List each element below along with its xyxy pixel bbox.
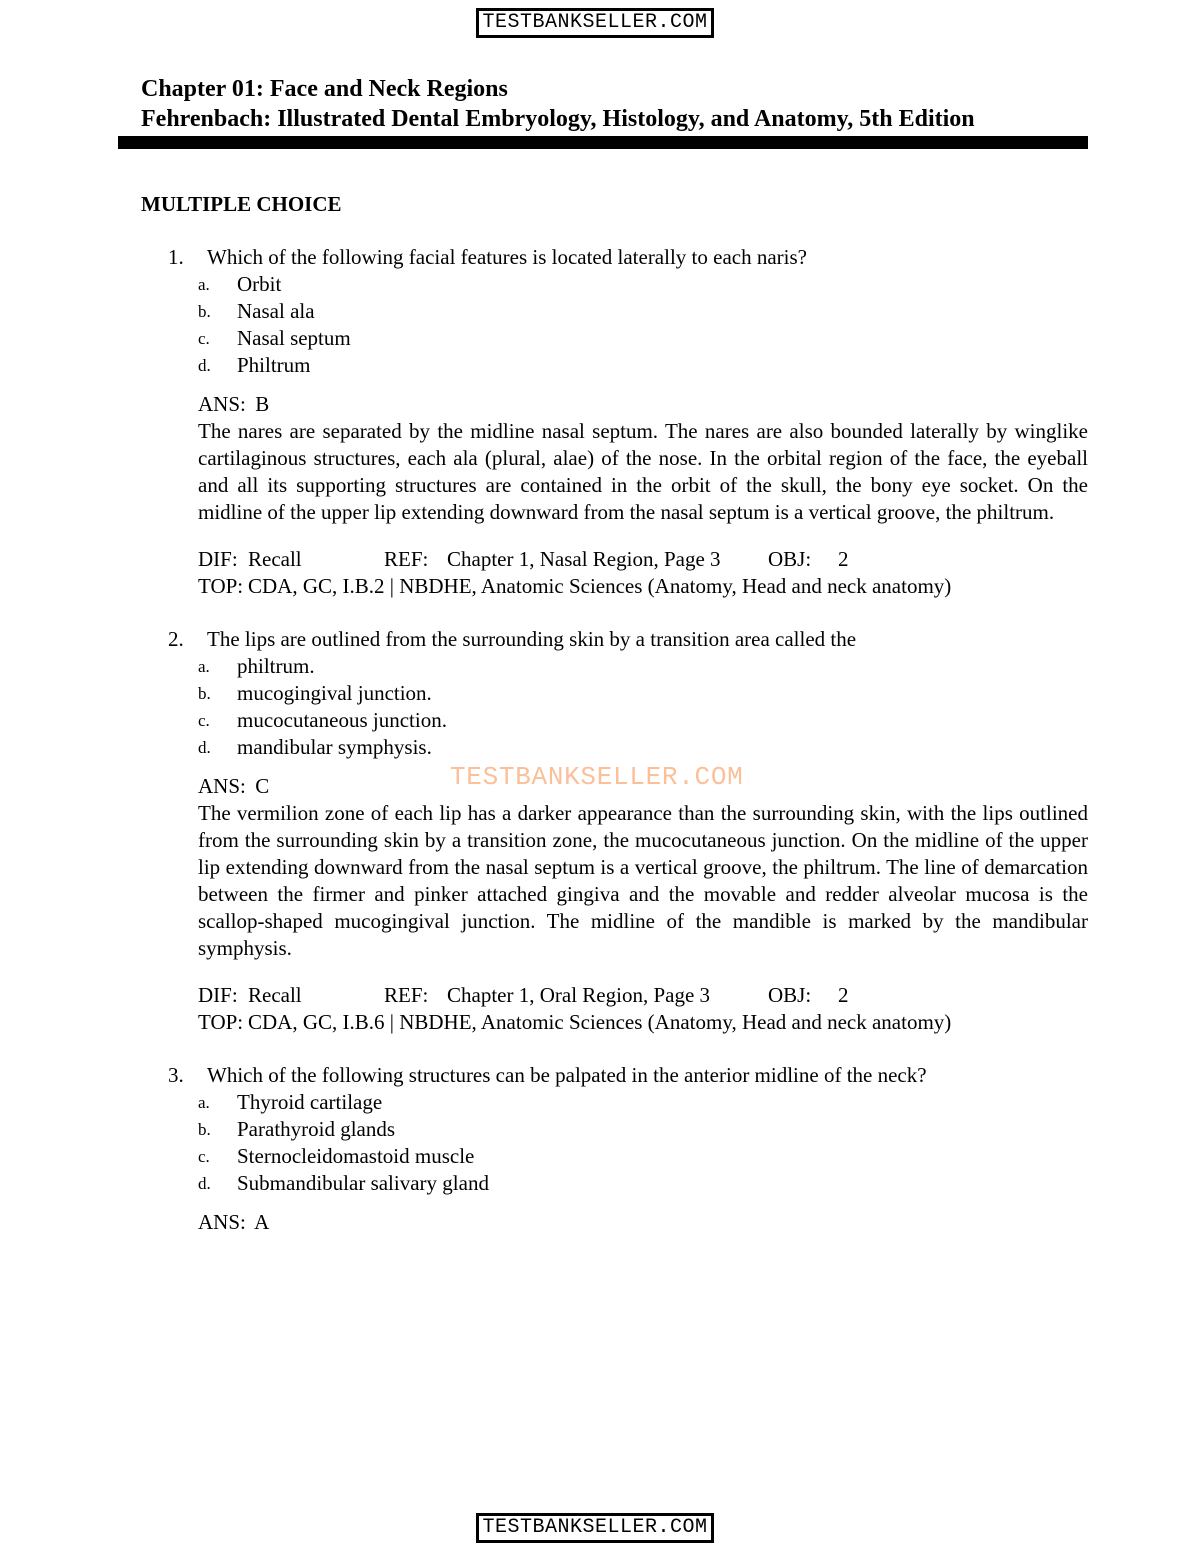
answer-line xyxy=(198,391,1090,418)
option-row xyxy=(141,1143,1090,1170)
section-heading: MULTIPLE CHOICE xyxy=(141,192,342,216)
option-letter: a. xyxy=(198,1093,210,1112)
option-text: Parathyroid glands xyxy=(237,1117,396,1141)
option-row xyxy=(141,1089,1090,1116)
option-letter: c. xyxy=(198,329,210,348)
meta-line xyxy=(198,1009,1090,1036)
meta-line xyxy=(198,573,1090,600)
obj-label: OBJ: xyxy=(768,547,812,571)
option-row xyxy=(141,298,1090,325)
option-row xyxy=(141,734,1090,761)
option-row xyxy=(141,352,1090,379)
obj-value: 2 xyxy=(838,983,849,1007)
question xyxy=(141,244,1090,600)
dif-value: Recall xyxy=(248,983,302,1007)
top-value: CDA, GC, I.B.6 | NBDHE, Anatomic Sciences (Anatomy, Head and neck anatomy) xyxy=(248,1010,952,1034)
answer-value: C xyxy=(255,774,270,798)
meta-line xyxy=(198,982,1090,1009)
question-line xyxy=(141,244,1090,271)
option-letter: d. xyxy=(198,738,211,757)
answer-label: ANS: xyxy=(198,392,246,416)
document-page xyxy=(0,7,1190,1547)
answer-line xyxy=(198,1209,1090,1236)
obj-value: 2 xyxy=(838,547,849,571)
option-text: mandibular symphysis. xyxy=(237,735,432,759)
option-row xyxy=(141,653,1090,680)
option-letter: b. xyxy=(198,684,211,703)
option-letter: c. xyxy=(198,711,210,730)
page-content xyxy=(141,74,1090,1236)
top-value: CDA, GC, I.B.2 | NBDHE, Anatomic Sciences (Anatomy, Head and neck anatomy) xyxy=(248,574,952,598)
option-text: philtrum. xyxy=(237,654,315,678)
option-text: Orbit xyxy=(237,272,282,296)
ref-value: Chapter 1, Oral Region, Page 3 xyxy=(447,983,711,1007)
option-text: Sternocleidomastoid muscle xyxy=(237,1144,475,1168)
option-row xyxy=(141,271,1090,298)
answer-value: B xyxy=(255,392,270,416)
option-text: mucogingival junction. xyxy=(237,681,432,705)
ref-label: REF: xyxy=(384,547,429,571)
header-badge-container xyxy=(0,7,1190,38)
top-label: TOP: xyxy=(198,574,244,598)
question-number: 3. xyxy=(168,1063,184,1087)
dif-value: Recall xyxy=(248,547,302,571)
option-letter: a. xyxy=(198,275,210,294)
option-row xyxy=(141,1116,1090,1143)
rationale: The nares are separated by the midline nasal septum. The nares are also bounded laterally by winglike cartilaginous structures, each ala (plural, alae) of the nose. In the orbital region of the face, the eyeball and all its supporting structures are contained in the orbit of the skull, the bony eye socket. On the midline of the upper lip extending downward from the nasal septum is a vertical groove, the philtrum. xyxy=(198,419,1088,524)
page-title xyxy=(141,74,1090,134)
option-text: Nasal septum xyxy=(237,326,351,350)
ref-label: REF: xyxy=(384,983,429,1007)
question xyxy=(141,626,1090,1036)
option-row xyxy=(141,325,1090,352)
question-number: 1. xyxy=(168,245,184,269)
question-number: 2. xyxy=(168,627,184,651)
title-divider-bar xyxy=(118,136,1088,149)
option-row xyxy=(141,1170,1090,1197)
question-text: Which of the following structures can be palpated in the anterior midline of the neck? xyxy=(207,1063,927,1087)
answer-label: ANS: xyxy=(198,774,246,798)
answer-label: ANS: xyxy=(198,1210,246,1234)
question-line xyxy=(141,626,1090,653)
option-letter: b. xyxy=(198,302,211,321)
header-badge: TESTBANKSELLER.COM xyxy=(476,8,713,38)
footer-badge: TESTBANKSELLER.COM xyxy=(476,1513,713,1543)
option-letter: d. xyxy=(198,1174,211,1193)
option-letter: d. xyxy=(198,356,211,375)
question-text: The lips are outlined from the surrounding skin by a transition area called the xyxy=(207,627,857,651)
chapter-title: Chapter 01: Face and Neck Regions xyxy=(141,76,508,102)
option-letter: c. xyxy=(198,1147,210,1166)
option-letter: a. xyxy=(198,657,210,676)
answer-value: A xyxy=(254,1210,270,1234)
obj-label: OBJ: xyxy=(768,983,812,1007)
option-row xyxy=(141,707,1090,734)
option-text: Thyroid cartilage xyxy=(237,1090,383,1114)
dif-label: DIF: xyxy=(198,983,238,1007)
question-line xyxy=(141,1062,1090,1089)
rationale: The vermilion zone of each lip has a darker appearance than the surrounding skin, with the lips outlined from the surrounding skin by a transition zone, the mucocutaneous junction. On the midline of the upper lip extending downward from the nasal septum is a vertical groove, the philtrum. The line of demarcation between the firmer and pinker attached gingiva and the movable and redder alveolar mucosa is the scallop-shaped mucogingival junction. The midline of the mandible is marked by the mandibular symphysis. xyxy=(198,801,1088,960)
book-title: Fehrenbach: Illustrated Dental Embryology, Histology, and Anatomy, 5th Edition xyxy=(141,106,975,132)
question xyxy=(141,1062,1090,1236)
top-label: TOP: xyxy=(198,1010,244,1034)
dif-label: DIF: xyxy=(198,547,238,571)
option-text: mucocutaneous junction. xyxy=(237,708,447,732)
question-text: Which of the following facial features is located laterally to each naris? xyxy=(207,245,807,269)
watermark: TESTBANKSELLER.COM xyxy=(450,762,744,792)
option-letter: b. xyxy=(198,1120,211,1139)
ref-value: Chapter 1, Nasal Region, Page 3 xyxy=(447,547,721,571)
option-text: Nasal ala xyxy=(237,299,315,323)
option-row xyxy=(141,680,1090,707)
footer-badge-container xyxy=(0,1512,1190,1543)
option-text: Philtrum xyxy=(237,353,311,377)
meta-line xyxy=(198,546,1090,573)
option-text: Submandibular salivary gland xyxy=(237,1171,489,1195)
